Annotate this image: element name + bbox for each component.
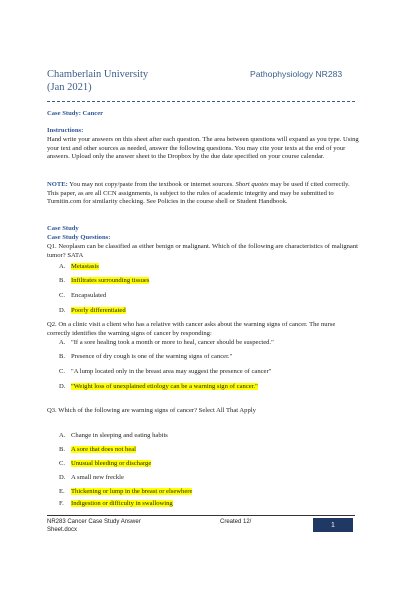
note-italic: Short quotes	[235, 181, 269, 188]
header-university-block	[47, 68, 148, 94]
header-date: (Jan 2021)	[47, 82, 92, 93]
q1-option-b: B. Infiltrates surrounding tissues	[59, 277, 150, 284]
q3-option-d: D. A small new freckle	[59, 474, 124, 481]
footer-created: Created 12/	[220, 519, 252, 525]
university-name: Chamberlain University	[47, 69, 149, 80]
page-number: 1	[313, 518, 353, 532]
note-text-1: You may not copy/paste from the textbook or internet sources.	[67, 181, 236, 188]
instructions-body: Hand write your answers on this sheet after each question. The area between questions will expand as you type. Using your text and other sources as needed, answer the following questions. You may cite your texts at the end of your answers. Upload only the answer sheet to the Dropbox by the due date specified on your course calendar.	[47, 136, 359, 161]
q2-option-b: B. Presence of dry cough is one of the warning signs of cancer."	[59, 353, 233, 360]
note-text-2: may be used if cited correctly. This paper, as are all CCN assignments, is subject to the rules of academic integrity and may be submitted to Turnitin.com for similarity checking. See Policies in the course shell or Student Handbook.	[47, 181, 350, 206]
q1-text: Q1. Neoplasm can be classified as either benign or malignant. Which of the following are characteristics of malignant tumor? SATA	[47, 243, 358, 259]
header-divider	[47, 101, 355, 102]
q1-option-a: A. Metastasis	[59, 263, 99, 270]
q2-option-d: D. "Weight loss of unexplained etiology can be a warning sign of cancer."	[59, 383, 258, 390]
course-code: Pathophysiology NR283	[250, 69, 343, 79]
q1-option-c: C. Encapsulated	[59, 292, 107, 299]
q3-option-b: B. A sore that does not heal	[59, 446, 137, 453]
note-paragraph	[47, 181, 359, 207]
questions-heading: Case Study Questions:	[47, 234, 111, 241]
q3-option-c: C. Unusual bleeding or discharge	[59, 460, 152, 467]
q2-text: Q2. On a clinic visit a client who has a relative with cancer asks about the warning signs of cancer. The nurse correctly identifies the warning signs of cancer by responding:	[47, 321, 336, 337]
instructions-heading: Instructions:	[47, 127, 84, 134]
footer-divider	[47, 515, 355, 516]
q3-option-f: F. Indigestion or difficulty in swallowing	[59, 500, 173, 507]
q3-option-e: E. Thickening or lump in the breast or elsewhere	[59, 488, 193, 495]
q3-option-a: A. Change in sleeping and eating habits	[59, 432, 168, 439]
q3-text: Q3. Which of the following are warning signs of cancer? Select All That Apply	[47, 407, 256, 414]
q1-option-d: D. Poorly differentiated	[59, 307, 126, 314]
case-study-heading: Case Study	[47, 225, 79, 232]
note-label: NOTE:	[47, 181, 68, 188]
footer-filename: NR283 Cancer Case Study Answer Sheet.docx	[47, 519, 141, 533]
document-title: Case Study: Cancer	[47, 110, 104, 117]
q2-option-c: C. "A lump located only in the breast area may suggest the presence of cancer"	[59, 368, 272, 375]
q2-option-a: A. "If a sore healing took a month or more to heal, cancer should be suspected."	[59, 339, 274, 346]
